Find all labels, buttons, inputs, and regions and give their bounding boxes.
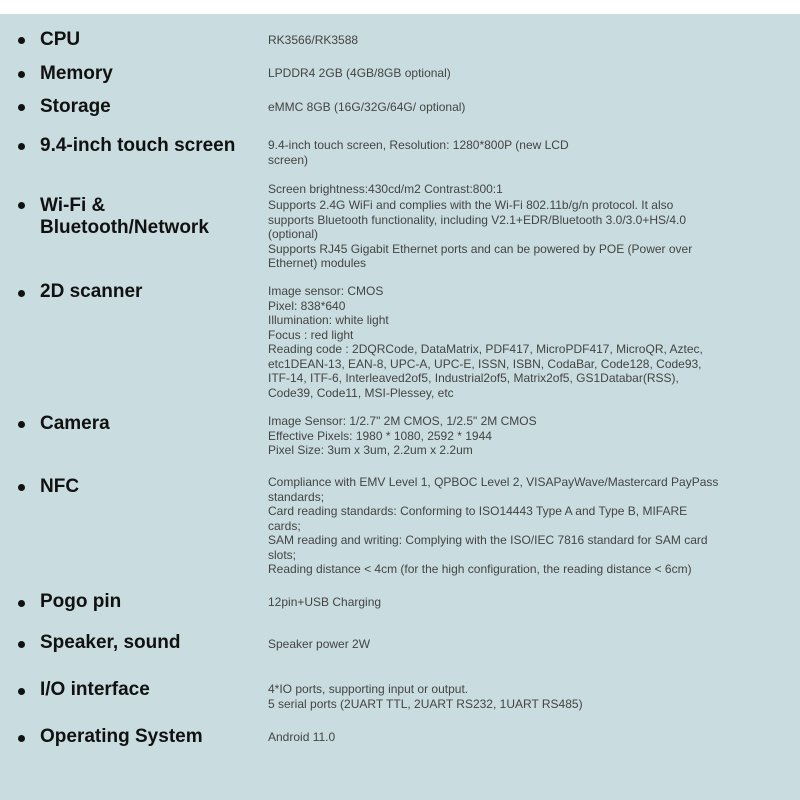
spec-label: Speaker, sound xyxy=(40,632,181,653)
bullet-icon xyxy=(18,202,25,209)
spec-value: 9.4-inch touch screen, Resolution: 1280*800P (new LCD screen) Screen brightness:430cd/m2 Contrast:800:1 xyxy=(268,138,569,196)
spec-value: Image sensor: CMOS Pixel: 838*640 Illumination: white light Focus : red light Reading code : 2DQRCode, DataMatrix, PDF417, MicroPDF417, MicroQR, Aztec, etc1DEAN-13, EAN-8, UPC-A, UPC-E, ISSN, ISBN, CodaBar, Code128, Code93, ITF-14, ITF-6, Interleaved2of5, Industrial2of5, Matrix2of5, GS1Databar(RSS), Code39, Code11, MSI-Plessey, etc xyxy=(268,284,703,400)
spec-label: I/O interface xyxy=(40,679,150,700)
spec-label: Storage xyxy=(40,96,111,117)
spec-label: Pogo pin xyxy=(40,591,122,612)
spec-label: NFC xyxy=(40,476,80,497)
bullet-icon xyxy=(18,600,25,607)
bullet-icon xyxy=(18,484,25,491)
bullet-icon xyxy=(18,143,25,150)
spec-value: RK3566/RK3588 xyxy=(268,33,359,47)
bullet-icon xyxy=(18,735,25,742)
spec-value: 4*IO ports, supporting input or output. 5 serial ports (2UART TTL, 2UART RS232, 1UART RS485) xyxy=(268,682,583,711)
spec-label: 2D scanner xyxy=(40,281,143,302)
bullet-icon xyxy=(18,641,25,648)
spec-value: Compliance with EMV Level 1, QPBOC Level 2, VISAPayWave/Mastercard PayPass standards; Card reading standards: Conforming to ISO14443 Type A and Type B, MIFARE cards; SAM reading and writing: Complying with the ISO/IEC 7816 standard for SAM card slots; Reading distance < 4cm (for the high configuration, the reading distance < 6cm) xyxy=(268,475,719,576)
bullet-icon xyxy=(18,71,25,78)
bullet-icon xyxy=(18,290,25,297)
spec-value: LPDDR4 2GB (4GB/8GB optional) xyxy=(268,66,451,80)
bullet-icon xyxy=(18,37,25,44)
spec-value: eMMC 8GB (16G/32G/64G/ optional) xyxy=(268,100,466,114)
spec-label: 9.4-inch touch screen xyxy=(40,135,236,156)
spec-label: Memory xyxy=(40,63,113,84)
spec-label: CPU xyxy=(40,29,81,50)
spec-label: Wi-Fi & Bluetooth/Network xyxy=(40,195,209,238)
spec-value: Speaker power 2W xyxy=(268,637,371,651)
spec-value: Supports 2.4G WiFi and complies with the Wi-Fi 802.11b/g/n protocol. It also supports Bluetooth functionality, including V2.1+EDR/Bluetooth 3.0/3.0+HS/4.0 (optional) Supports RJ45 Gigabit Ethernet ports and can be powered by POE (Power over Ethernet) modules xyxy=(268,198,693,270)
spec-label: Operating System xyxy=(40,726,203,747)
bullet-icon xyxy=(18,421,25,428)
spec-value: Android 11.0 xyxy=(268,730,336,744)
bullet-icon xyxy=(18,104,25,111)
spec-value: Image Sensor: 1/2.7" 2M CMOS, 1/2.5" 2M CMOS Effective Pixels: 1980 * 1080, 2592 * 1944 Pixel Size: 3um x 3um, 2.2um x 2.2um xyxy=(268,414,537,457)
top-band xyxy=(0,0,800,14)
spec-value: 12pin+USB Charging xyxy=(268,595,382,609)
spec-label: Camera xyxy=(40,413,110,434)
bullet-icon xyxy=(18,688,25,695)
